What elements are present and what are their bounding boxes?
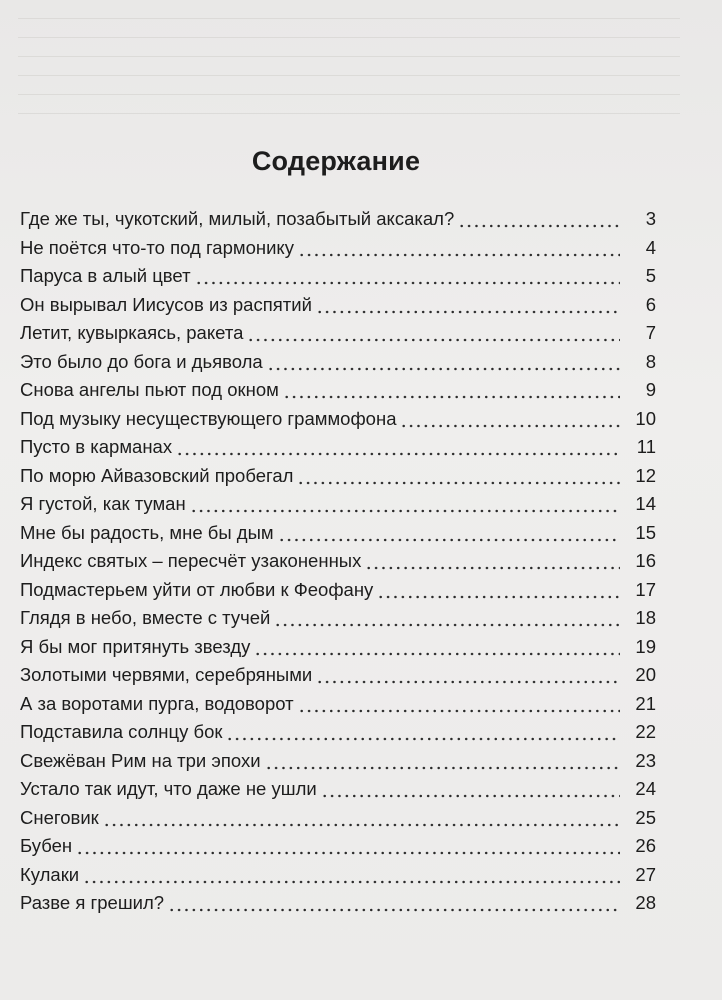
toc-entry-page: 25 — [635, 806, 656, 828]
toc-entry-page: 14 — [635, 493, 656, 514]
toc-entry — [20, 864, 656, 893]
toc-entry-title: Подмастерьем уйти от любви к Феофану — [20, 578, 374, 600]
toc-entry-title: Золотыми червями, серебряными — [20, 664, 313, 685]
toc-entry-page: 19 — [635, 635, 656, 657]
toc-entry — [20, 237, 656, 266]
toc-entry — [20, 807, 656, 836]
dot-leader — [298, 253, 620, 257]
toc-entry — [20, 265, 656, 294]
dot-leader — [190, 509, 620, 513]
toc-entry-page: 12 — [635, 464, 656, 486]
dot-leader — [195, 281, 620, 285]
dot-leader — [297, 481, 620, 485]
toc-entry-title: Он вырывал Иисусов из распятий — [20, 293, 312, 315]
toc-entry — [20, 607, 656, 636]
toc-entry — [20, 522, 656, 551]
toc-entry-page: 20 — [635, 664, 656, 685]
toc-entry-page: 7 — [645, 322, 656, 343]
toc-entry-title: Кулаки — [20, 863, 80, 885]
dot-leader — [226, 737, 620, 741]
dot-leader — [365, 566, 620, 570]
toc-entry-title: Мне бы радость, мне бы дым — [20, 521, 274, 543]
toc-entry-title: Я бы мог притянуть звезду — [20, 635, 251, 657]
toc-entry-title: Снеговик — [20, 806, 99, 828]
toc-entry-page: 24 — [635, 778, 656, 799]
toc-entry — [20, 550, 656, 579]
toc-entry — [20, 493, 656, 522]
table-of-contents — [20, 208, 656, 921]
dot-leader — [283, 395, 620, 399]
toc-entry-title: Снова ангелы пьют под окном — [20, 379, 279, 400]
toc-entry-page: 6 — [645, 293, 656, 315]
dot-leader — [176, 452, 620, 456]
toc-entry — [20, 636, 656, 665]
toc-entry-page: 18 — [635, 607, 656, 628]
toc-entry — [20, 379, 656, 408]
toc-entry — [20, 835, 656, 864]
toc-entry-title: Подставила солнцу бок — [20, 721, 223, 742]
dot-leader — [265, 766, 620, 770]
toc-entry — [20, 408, 656, 437]
toc-entry — [20, 693, 656, 722]
toc-entry-title: Где же ты, чукотский, милый, позабытый аксакал? — [20, 208, 455, 229]
toc-entry — [20, 465, 656, 494]
toc-entry-title: Паруса в алый цвет — [20, 265, 191, 286]
dot-leader — [254, 652, 620, 656]
toc-entry-title: Бубен — [20, 835, 73, 856]
bleed-through-text — [10, 0, 700, 120]
dot-leader — [316, 680, 620, 684]
toc-entry — [20, 436, 656, 465]
toc-entry-page: 26 — [635, 835, 656, 856]
toc-entry — [20, 294, 656, 323]
dot-leader — [83, 880, 620, 884]
toc-entry-title: Это было до бога и дьявола — [20, 350, 263, 372]
toc-entry-page: 3 — [645, 208, 656, 229]
toc-entry — [20, 208, 656, 237]
toc-entry — [20, 778, 656, 807]
toc-entry-title: Летит, кувыркаясь, ракета — [20, 322, 244, 343]
toc-entry-title: Не поётся что-то под гармонику — [20, 236, 294, 258]
dot-leader — [267, 367, 620, 371]
dot-leader — [400, 424, 620, 428]
toc-entry-title: Свежёван Рим на три эпохи — [20, 749, 261, 771]
dot-leader — [458, 224, 620, 228]
dot-leader — [321, 794, 620, 798]
toc-entry-page: 23 — [635, 749, 656, 771]
toc-entry-title: Устало так идут, что даже не ушли — [20, 778, 317, 799]
toc-entry — [20, 750, 656, 779]
toc-entry-page: 8 — [645, 350, 656, 372]
toc-entry-title: Пусто в карманах — [20, 436, 173, 457]
toc-entry — [20, 579, 656, 608]
toc-entry-page: 9 — [645, 379, 656, 400]
dot-leader — [247, 338, 620, 342]
toc-entry-page: 22 — [635, 721, 656, 742]
toc-entry-page: 17 — [635, 578, 656, 600]
toc-entry — [20, 351, 656, 380]
dot-leader — [103, 823, 620, 827]
dot-leader — [298, 709, 620, 713]
dot-leader — [316, 310, 620, 314]
toc-entry-page: 15 — [635, 521, 656, 543]
dot-leader — [278, 538, 620, 542]
page-title: Содержание — [251, 146, 421, 176]
toc-entry-page: 28 — [635, 892, 656, 913]
toc-entry-page: 5 — [645, 265, 656, 286]
dot-leader — [168, 908, 620, 912]
toc-entry — [20, 322, 656, 351]
dot-leader — [76, 851, 620, 855]
toc-entry-page: 21 — [635, 692, 656, 714]
toc-entry — [20, 721, 656, 750]
toc-entry — [20, 892, 656, 921]
toc-entry-page: 27 — [635, 863, 656, 885]
toc-entry-title: Глядя в небо, вместе с тучей — [20, 607, 271, 628]
toc-entry-title: Разве я грешил? — [20, 892, 165, 913]
toc-entry-title: Под музыку несуществующего граммофона — [20, 407, 397, 429]
toc-entry-title: Индекс святых – пересчёт узаконенных — [20, 550, 362, 571]
dot-leader — [274, 623, 620, 627]
toc-entry-page: 10 — [635, 407, 656, 429]
toc-entry-page: 4 — [645, 236, 656, 258]
toc-entry-title: По морю Айвазовский пробегал — [20, 464, 294, 486]
toc-entry-title: Я густой, как туман — [20, 493, 186, 514]
toc-entry-page: 16 — [635, 550, 656, 571]
toc-entry — [20, 664, 656, 693]
dot-leader — [377, 595, 620, 599]
toc-entry-title: А за воротами пурга, водоворот — [20, 692, 294, 714]
toc-entry-page: 11 — [636, 436, 656, 457]
